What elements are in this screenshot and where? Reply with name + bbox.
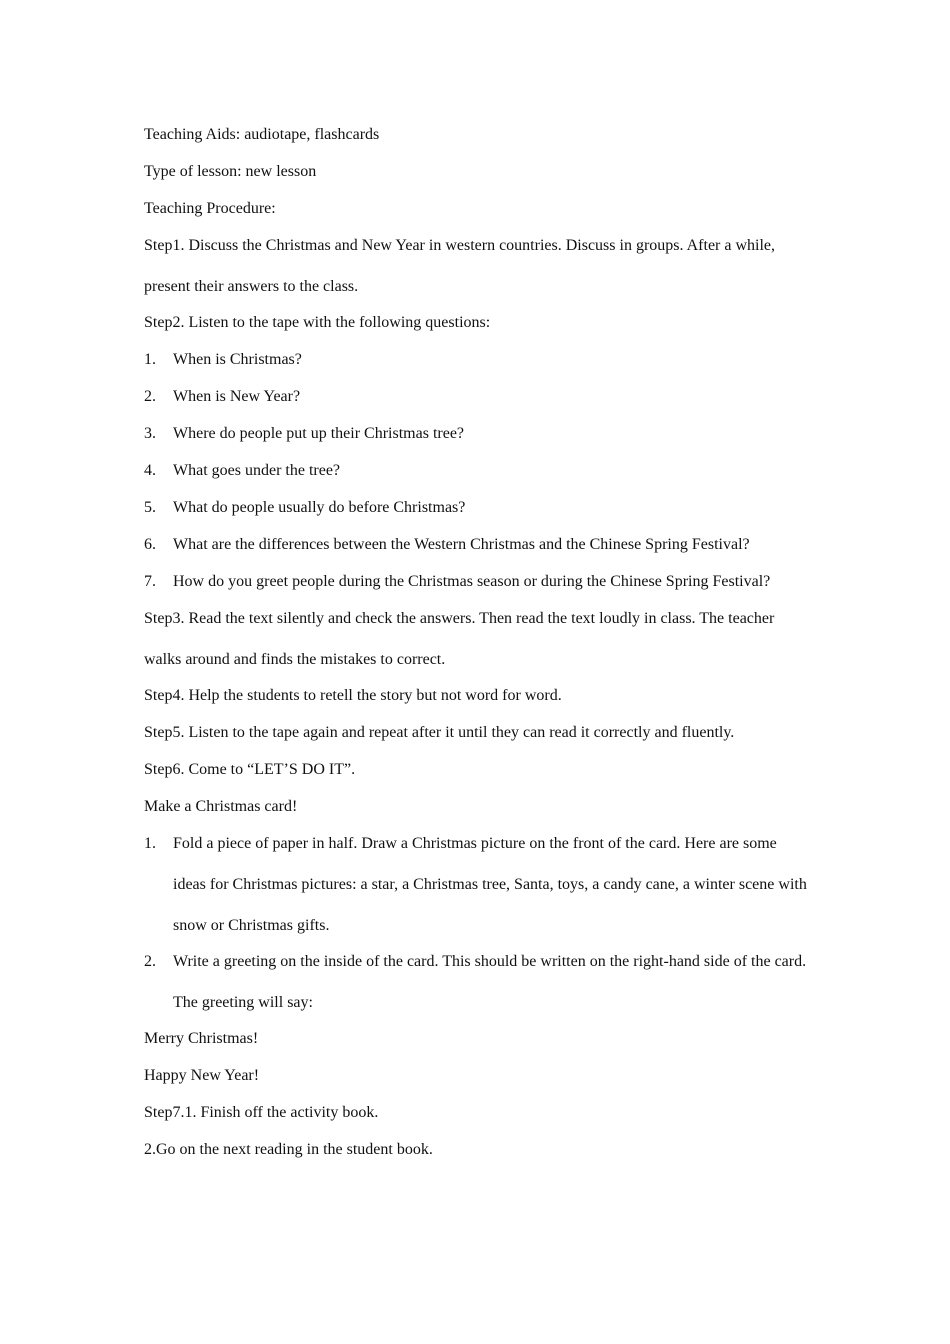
card-heading: Make a Christmas card! bbox=[144, 798, 298, 815]
card-step-item bbox=[144, 941, 812, 1023]
step-6: Step6. Come to “LET’S DO IT”. bbox=[144, 761, 356, 778]
question-text: What goes under the tree? bbox=[173, 462, 341, 479]
greeting-happy-new-year: Happy New Year! bbox=[144, 1067, 260, 1084]
card-step-item bbox=[144, 823, 812, 946]
question-text: When is Christmas? bbox=[173, 351, 302, 368]
question-number: 2. bbox=[144, 388, 156, 405]
question-item bbox=[144, 534, 812, 556]
step-7: Step7.1. Finish off the activity book. bbox=[144, 1104, 379, 1121]
question-item bbox=[144, 460, 812, 482]
card-step-text: Write a greeting on the inside of the card. This should be written on the right-hand side of the card. The greeting will say: bbox=[173, 953, 807, 1011]
question-text: How do you greet people during the Christmas season or during the Chinese Spring Festival? bbox=[173, 573, 771, 590]
teaching-aids: Teaching Aids: audiotape, flashcards bbox=[144, 126, 380, 143]
question-text: What do people usually do before Christmas? bbox=[173, 499, 466, 516]
question-number: 7. bbox=[144, 573, 156, 590]
question-number: 3. bbox=[144, 425, 156, 442]
card-step-number: 2. bbox=[144, 953, 156, 970]
question-number: 1. bbox=[144, 351, 156, 368]
question-item bbox=[144, 571, 812, 593]
step-7-2: 2.Go on the next reading in the student book. bbox=[144, 1141, 433, 1158]
question-text: When is New Year? bbox=[173, 388, 301, 405]
question-number: 4. bbox=[144, 462, 156, 479]
procedure-heading: Teaching Procedure: bbox=[144, 200, 276, 217]
step-4: Step4. Help the students to retell the story but not word for word. bbox=[144, 687, 562, 704]
card-step-number: 1. bbox=[144, 835, 156, 852]
question-text: What are the differences between the Western Christmas and the Chinese Spring Festival? bbox=[173, 536, 750, 553]
question-number: 6. bbox=[144, 536, 156, 553]
question-item bbox=[144, 349, 812, 371]
step-3: Step3. Read the text silently and check the answers. Then read the text loudly in class. The teacher walks around and finds the mistakes to correct. bbox=[144, 610, 775, 668]
question-item bbox=[144, 423, 812, 445]
greeting-merry-christmas: Merry Christmas! bbox=[144, 1030, 259, 1047]
step-5: Step5. Listen to the tape again and repeat after it until they can read it correctly and fluently. bbox=[144, 724, 735, 741]
step-1: Step1. Discuss the Christmas and New Year in western countries. Discuss in groups. After a while, present their answers to the class. bbox=[144, 237, 776, 295]
step-2: Step2. Listen to the tape with the following questions: bbox=[144, 314, 491, 331]
question-item bbox=[144, 497, 812, 519]
question-item bbox=[144, 386, 812, 408]
question-text: Where do people put up their Christmas tree? bbox=[173, 425, 465, 442]
question-number: 5. bbox=[144, 499, 156, 516]
lesson-type: Type of lesson: new lesson bbox=[144, 163, 317, 180]
card-step-text: Fold a piece of paper in half. Draw a Christmas picture on the front of the card. Here are some ideas for Christmas pictures: a star, a Christmas tree, Santa, toys, a candy cane, a winter scene with snow or Christmas gifts. bbox=[173, 835, 807, 934]
document-page bbox=[144, 124, 812, 1176]
